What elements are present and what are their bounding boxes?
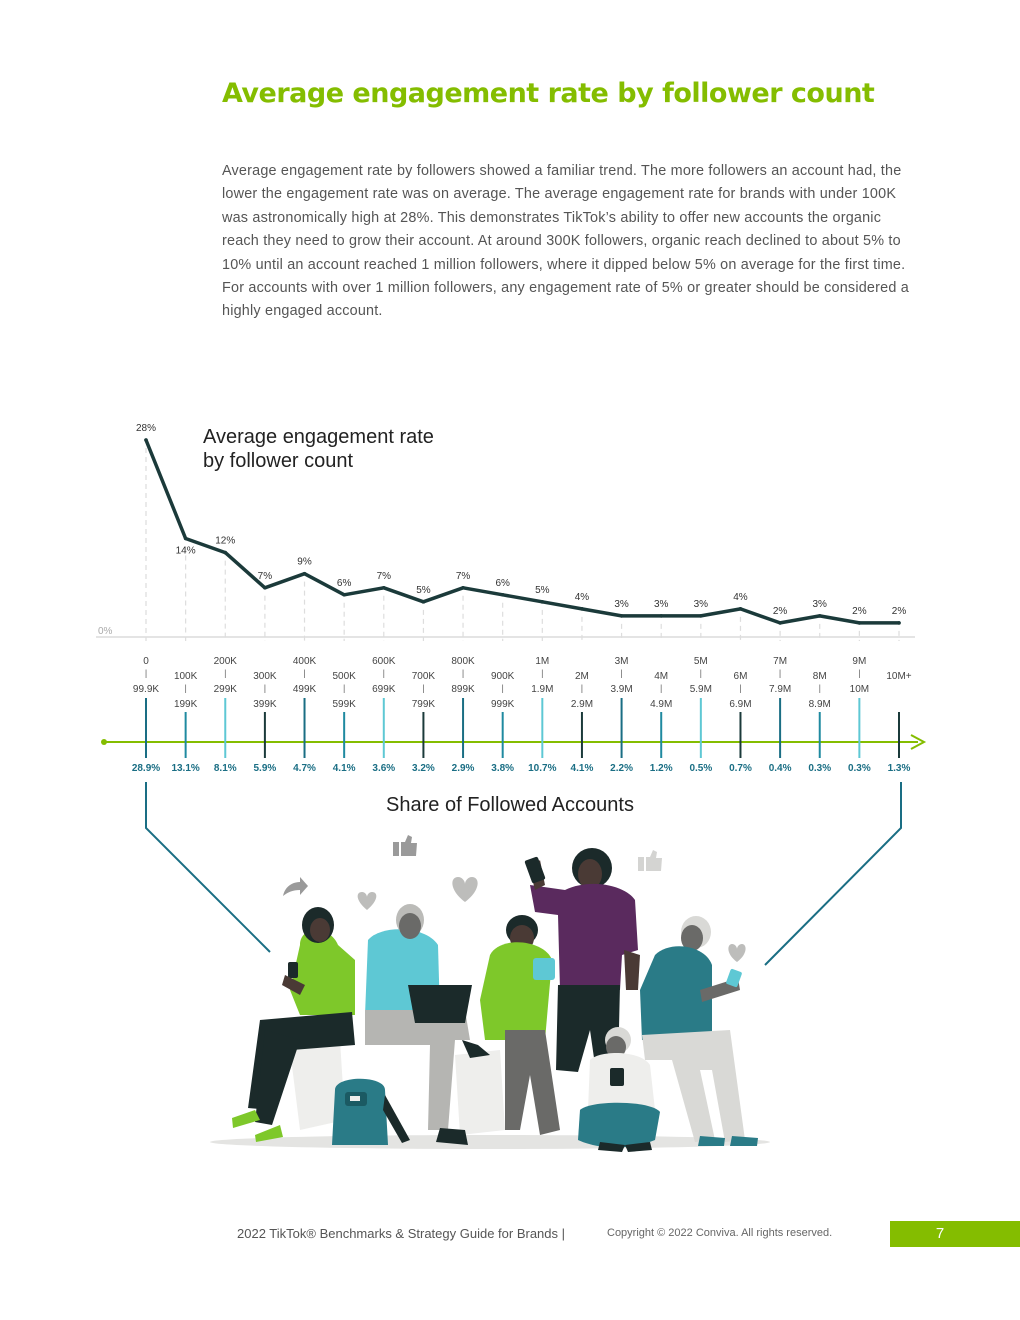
- share-value-label: 4.7%: [293, 763, 316, 774]
- value-label: 6%: [336, 577, 352, 589]
- category-separator: |: [263, 683, 267, 693]
- category-start-label: 8M: [812, 671, 827, 682]
- value-label: 7%: [376, 570, 392, 582]
- share-value-label: 4.1%: [332, 763, 356, 774]
- category-start-label: 0: [143, 656, 149, 667]
- category-end-label: 6.9M: [729, 699, 752, 710]
- category-separator: |: [144, 668, 148, 678]
- backpack: [332, 1079, 410, 1145]
- category-end-label: 3.9M: [610, 684, 633, 695]
- category-separator: |: [620, 668, 623, 678]
- category-end-label: 10M: [849, 684, 870, 695]
- category-end-label: 299K: [213, 684, 237, 695]
- value-label: 28%: [135, 423, 157, 434]
- category-separator: |: [699, 668, 703, 678]
- category-end-label: 599K: [332, 699, 356, 710]
- category-separator: |: [501, 683, 504, 693]
- category-end-label: 399K: [253, 699, 277, 710]
- heart-icon: [728, 944, 745, 962]
- share-arrow-icon: [283, 877, 308, 896]
- category-start-label: 9M: [852, 656, 867, 667]
- category-start-label: 7M: [773, 656, 788, 667]
- share-value-label: 5.9%: [253, 763, 277, 774]
- share-value-label: 10.7%: [528, 763, 557, 774]
- category-end-label: 899K: [451, 684, 475, 695]
- value-label: 7%: [257, 570, 273, 582]
- category-start-label: 6M: [733, 671, 748, 682]
- thumbs-up-icon: [638, 850, 662, 871]
- share-value-label: 2.9%: [451, 763, 475, 774]
- footer-copyright: Copyright © 2022 Conviva. All rights reserved.: [607, 1227, 833, 1239]
- footer-guide-text: 2022 TikTok® Benchmarks & Strategy Guide for Brands |: [237, 1226, 565, 1241]
- value-label: 7%: [455, 570, 471, 582]
- category-start-label: 200K: [213, 656, 237, 667]
- category-separator: |: [580, 683, 584, 693]
- value-label: 3%: [614, 598, 629, 610]
- value-label: 6%: [495, 577, 510, 589]
- category-separator: |: [342, 683, 346, 693]
- value-label: 3%: [693, 598, 709, 610]
- value-label: 2%: [852, 605, 867, 617]
- left-connector-line: [146, 782, 270, 952]
- category-start-label: 10M+: [886, 671, 912, 682]
- zero-label: 0%: [98, 626, 113, 637]
- category-end-label: 8.9M: [808, 699, 831, 710]
- share-value-label: 13.1%: [171, 763, 200, 774]
- value-label: 14%: [175, 545, 196, 557]
- heart-icon: [452, 877, 477, 902]
- category-end-label: 199K: [173, 699, 198, 710]
- category-separator: |: [858, 668, 861, 678]
- category-start-label: 900K: [491, 671, 515, 682]
- share-value-label: 4.1%: [570, 763, 594, 774]
- category-separator: |: [660, 683, 663, 693]
- share-value-label: 8.1%: [213, 763, 237, 774]
- category-start-label: 400K: [292, 656, 317, 667]
- category-separator: |: [739, 683, 742, 693]
- category-start-label: 2M: [574, 671, 589, 682]
- category-separator: |: [303, 668, 306, 678]
- category-separator: |: [224, 668, 227, 678]
- share-value-label: 28.9%: [131, 763, 161, 774]
- category-start-label: 1M: [535, 656, 550, 667]
- category-end-label: 99.9K: [132, 684, 160, 695]
- category-start-label: 5M: [693, 656, 708, 667]
- share-value-label: 0.4%: [768, 763, 792, 774]
- value-label: 2%: [772, 605, 788, 617]
- share-value-label: 0.3%: [847, 763, 871, 774]
- category-start-label: 700K: [411, 671, 436, 682]
- bench: [455, 1050, 505, 1135]
- category-end-label: 4.9M: [650, 699, 673, 710]
- chart-title-line-1: Average engagement rate: [203, 426, 434, 448]
- value-label: 5%: [416, 584, 431, 596]
- value-label: 4%: [733, 591, 748, 603]
- share-value-label: 3.6%: [372, 763, 396, 774]
- share-value-label: 2.2%: [610, 763, 633, 774]
- category-end-label: 499K: [292, 684, 317, 695]
- share-value-label: 1.2%: [649, 763, 673, 774]
- category-start-label: 3M: [614, 656, 629, 667]
- share-title: Share of Followed Accounts: [386, 794, 634, 816]
- share-value-label: 0.3%: [808, 763, 832, 774]
- category-start-label: 4M: [654, 671, 669, 682]
- category-separator: |: [422, 683, 425, 693]
- intro-paragraph: Average engagement rate by followers showed a familiar trend. The more followers an account had, the lower the engagement rate was on average. The average engagement rate for brands with under 100K was astronomically high at 28%. This demonstrates TikTok’s ability to offer new accounts the organic reach they need to grow their account. At around 300K followers, organic reach declined to about 5% to 10% until an account reached 1 million followers, where it dipped below 5% on average for the first time. For accounts with over 1 million followers, any engagement rate of 5% or greater should be considered a highly engaged account.: [222, 163, 909, 320]
- category-separator: |: [778, 668, 782, 678]
- page-number-box: [890, 1221, 1020, 1247]
- category-end-label: 2.9M: [570, 699, 594, 710]
- value-label: 4%: [574, 591, 590, 603]
- category-end-label: 999K: [491, 699, 515, 710]
- chart-title-line-2: by follower count: [203, 450, 354, 472]
- category-start-label: 600K: [372, 656, 396, 667]
- value-label: 12%: [215, 535, 236, 547]
- value-label: 5%: [535, 584, 550, 596]
- category-separator: |: [541, 668, 544, 678]
- category-end-label: 799K: [411, 699, 436, 710]
- category-separator: |: [184, 683, 187, 693]
- category-start-label: 500K: [332, 671, 356, 682]
- category-separator: |: [382, 668, 385, 678]
- category-start-label: 100K: [173, 671, 198, 682]
- category-separator: |: [461, 668, 465, 678]
- heart-icon: [358, 892, 377, 910]
- page-number: 7: [935, 1225, 945, 1242]
- right-connector-line: [765, 782, 901, 965]
- category-end-label: 699K: [372, 684, 396, 695]
- category-end-label: 1.9M: [531, 684, 554, 695]
- category-end-label: 5.9M: [689, 684, 712, 695]
- thumbs-up-icon: [393, 835, 417, 856]
- share-value-label: 3.8%: [491, 763, 515, 774]
- ground-shadow: [210, 1135, 770, 1149]
- category-separator: |: [818, 683, 821, 693]
- value-label: 3%: [812, 598, 827, 610]
- value-label: 9%: [297, 556, 312, 568]
- category-end-label: 7.9M: [768, 684, 792, 695]
- value-label: 2%: [891, 605, 907, 617]
- share-value-label: 0.5%: [689, 763, 713, 774]
- page-title: Average engagement rate by follower count: [222, 78, 875, 109]
- category-start-label: 800K: [451, 656, 475, 667]
- value-label: 3%: [653, 598, 669, 610]
- share-value-label: 0.7%: [729, 763, 752, 774]
- share-value-label: 1.3%: [887, 763, 911, 774]
- category-start-label: 300K: [253, 671, 277, 682]
- share-value-label: 3.2%: [412, 763, 435, 774]
